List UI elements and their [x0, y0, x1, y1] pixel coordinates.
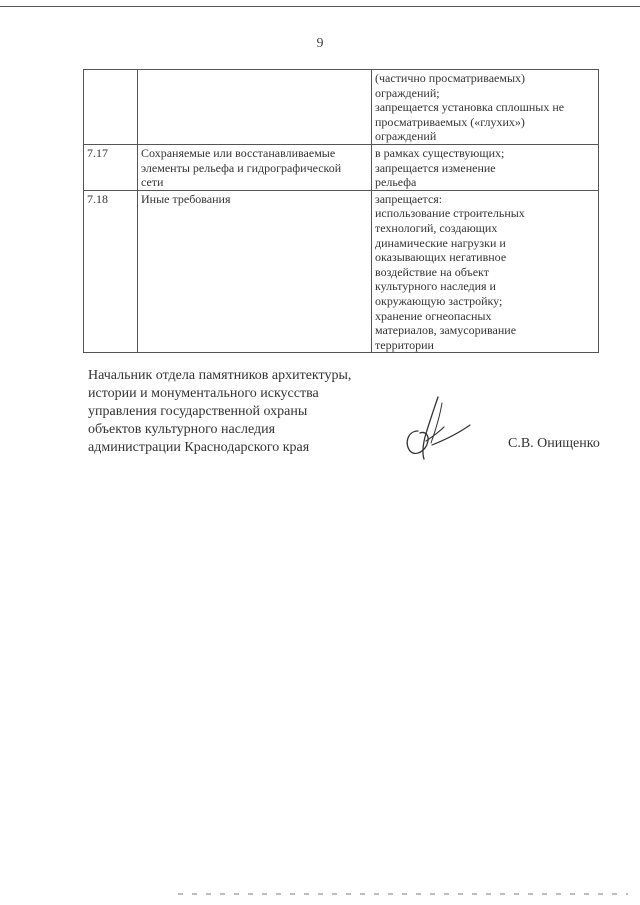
- requirement-text-line: рельефа: [375, 175, 417, 190]
- signatory-position: [88, 367, 351, 457]
- position-line: Начальник отдела памятников архитектуры,: [88, 368, 352, 383]
- element-text-line: сети: [141, 175, 164, 190]
- requirement-text-line: запрещается:: [375, 191, 443, 206]
- element-cell: [138, 70, 372, 145]
- signatory-name: С.В. Онищенко: [508, 436, 600, 451]
- element-text-line: элементы рельефа и гидрографической: [141, 160, 342, 175]
- item-number-cell: 7.17: [84, 144, 138, 190]
- requirement-text-line: оказывающих негативное: [375, 250, 507, 265]
- element-cell: [138, 190, 372, 353]
- requirement-text-line: запрещается изменение: [375, 160, 496, 175]
- top-scan-edge: [0, 6, 640, 7]
- bottom-scan-artifact: [178, 893, 628, 895]
- element-text-line: Иные требования: [141, 191, 231, 206]
- requirement-text-line: технологий, создающих: [375, 220, 498, 235]
- element-cell: [138, 144, 372, 190]
- table-row: [84, 190, 599, 353]
- requirement-cell: [372, 144, 599, 190]
- requirement-cell: [372, 190, 599, 353]
- requirement-text-line: в рамках существующих;: [375, 145, 505, 160]
- position-line: объектов культурного наследия: [88, 422, 276, 437]
- requirement-text-line: ограждений: [375, 129, 437, 144]
- table-row: [84, 144, 599, 190]
- requirement-text-line: запрещается установка сплошных не: [375, 100, 565, 115]
- requirements-table: [83, 69, 599, 353]
- requirement-text-line: материалов, замусоривание: [375, 323, 517, 338]
- position-line: управления государственной охраны: [88, 404, 308, 419]
- position-line: истории и монументального искусства: [88, 386, 319, 401]
- element-text-line: Сохраняемые или восстанавливаемые: [141, 145, 336, 160]
- item-number-cell: 7.18: [84, 190, 138, 353]
- requirement-text-line: ограждений;: [375, 85, 440, 100]
- position-line: администрации Краснодарского края: [88, 440, 310, 455]
- requirement-cell: [372, 70, 599, 145]
- requirement-text-line: (частично просматриваемых): [375, 71, 526, 85]
- requirement-text-line: воздействие на объект: [375, 264, 489, 279]
- item-number-cell: [84, 70, 138, 145]
- requirement-text-line: использование строительных: [375, 206, 525, 221]
- table-row: [84, 70, 599, 145]
- requirement-text-line: просматриваемых («глухих»): [375, 114, 525, 129]
- requirement-text-line: динамические нагрузки и: [375, 235, 506, 250]
- page-number: 9: [316, 36, 324, 51]
- requirement-text-line: окружающую застройку;: [375, 293, 503, 308]
- handwritten-signature: [398, 393, 478, 465]
- requirement-text-line: хранение огнеопасных: [375, 308, 492, 323]
- requirement-text-line: территории: [375, 337, 434, 352]
- requirement-text-line: культурного наследия и: [375, 279, 496, 294]
